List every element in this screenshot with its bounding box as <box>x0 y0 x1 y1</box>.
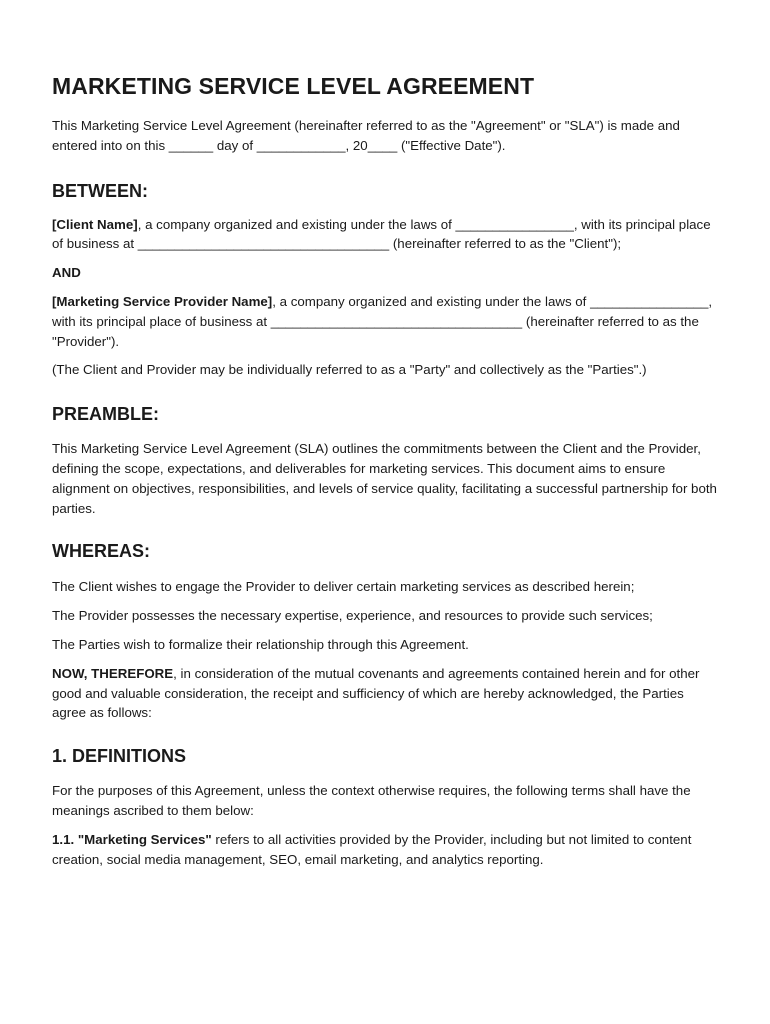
parties-note: (The Client and Provider may be individually referred to as a "Party" and collectively as the "Parties".) <box>52 362 647 378</box>
now-therefore-text: , in consideration of the mutual covenants and agreements contained herein and for other good and valuable consideration, the receipt and sufficiency of which are hereby acknowledged, the Parties agree as follows: <box>52 665 700 721</box>
now-therefore-label: NOW, THEREFORE <box>52 665 174 681</box>
definition-text-1: refers to all activities provided by the Provider, including but not limited to content creation, social media management, SEO, email marketing, and analytics reporting. <box>52 831 692 867</box>
provider-name-placeholder: [Marketing Service Provider Name] <box>52 293 273 309</box>
definition-item-1 <box>52 830 718 870</box>
whereas-clause-3: The Parties wish to formalize their relationship through this Agreement. <box>52 636 469 652</box>
provider-description: , a company organized and existing under the laws of ________________, with its principal place of business at __________________________________ (hereinafter referred to as the "Provider"). <box>52 293 713 349</box>
whereas-heading: WHEREAS: <box>52 541 150 562</box>
client-name-placeholder: [Client Name] <box>52 216 138 232</box>
client-paragraph <box>52 215 718 255</box>
between-heading: BETWEEN: <box>52 180 148 201</box>
definitions-intro: For the purposes of this Agreement, unless the context otherwise requires, the following terms shall have the meanings ascribed to them below: <box>52 783 691 818</box>
intro-paragraph: This Marketing Service Level Agreement (hereinafter referred to as the "Agreement" or "SLA") is made and entered into on this ______ day of ____________, 20____ ("Effective Date"). <box>52 118 680 153</box>
now-therefore-paragraph <box>52 664 718 723</box>
preamble-paragraph: This Marketing Service Level Agreement (SLA) outlines the commitments between the Client and the Provider, defining the scope, expectations, and deliverables for marketing services. This document aims to ensure alignment on objectives, responsibilities, and levels of service quality, facilitating a successful partnership for both parties. <box>52 441 717 516</box>
whereas-clause-2: The Provider possesses the necessary expertise, experience, and resources to provide such services; <box>52 608 653 624</box>
preamble-heading: PREAMBLE: <box>52 404 159 425</box>
provider-paragraph <box>52 292 718 351</box>
and-label: AND <box>52 265 81 281</box>
definition-term-1: 1.1. "Marketing Services" <box>52 831 212 847</box>
document-title: MARKETING SERVICE LEVEL AGREEMENT <box>52 73 535 99</box>
definitions-heading: 1. DEFINITIONS <box>52 746 187 767</box>
whereas-clause-1: The Client wishes to engage the Provider to deliver certain marketing services as described herein; <box>52 579 635 595</box>
client-description: , a company organized and existing under the laws of ________________, with its principal place of business at __________________________________ (hereinafter referred to as the "Client"); <box>52 216 711 252</box>
